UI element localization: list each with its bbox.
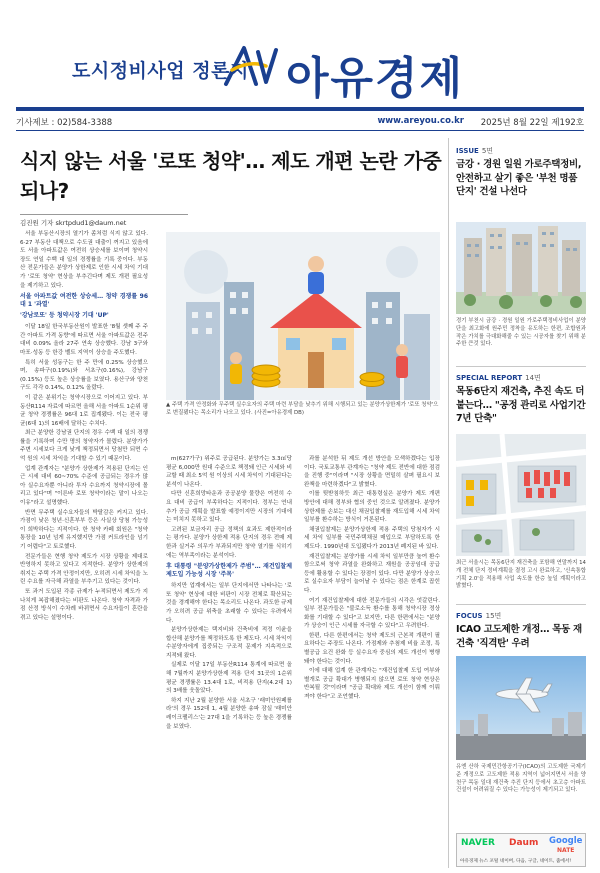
naver-logo[interactable]: NAVER: [461, 838, 495, 848]
article-paragraph: 여기 재건입찰제에 대한 전문가들의 시각은 엇갈린다. 일부 전문가들은 "불로소득 환수를 통해 청약시장 정상화를 기대할 수 있다"고 보지만, 다른 한편에서는 "분양가 상승이 인근 시세를 자극할 수 있다"고 우려한다.: [304, 597, 440, 630]
article-paragraph: 이 같은 분위기는 청약시장으로 이어지고 있다. 부동산R114 자료에 따르면 올해 서울 아파트 1순위 평균 청약 경쟁률은 96대 1로 집계됐다. 이는 전국 평균(6대 1)의 16배에 달하는 수치다.: [20, 394, 148, 427]
focus-photo: [456, 656, 586, 760]
article-subheading: '강남로또' 등 청약시장 기대 'UP': [20, 312, 109, 320]
article-paragraph: 이달 18일 한국부동산원이 발표한 '8월 셋째 주 주간 아파트 가격 동향'에 따르면 서울 아파트값은 전주 대비 0.09% 올라 27주 연속 상승했다. 강남 3구와 마포·성동 등 한강 벨트 지역이 상승을 주도했다.: [20, 324, 148, 356]
masthead-brand: 아유경제: [286, 53, 465, 104]
issue-page: 5면: [481, 147, 494, 155]
article-paragraph: 또 과거 도입된 각종 규제가 누적되면서 제도가 지나치게 복잡해졌다는 비판도 나온다. 청약 자격과 가점 산정 방식이 수차례 바뀌면서 수요자들이 혼란을 겪고 있다는 설명이다.: [20, 588, 148, 621]
article-subheading: 서울 아파트값 여전한 상승세… 청약 경쟁률 96대 1 '과열': [20, 293, 148, 309]
article-paragraph: 특히 서울 성동구는 한 주 만에 0.25% 상승했으며, 송파구(0.19%)와 서초구(0.16%), 강남구(0.15%) 등도 높은 상승률을 보였다. 용산구와 양천구도 각각 0.14%, 0.12% 올랐다.: [20, 359, 148, 392]
google-logo[interactable]: Google: [549, 836, 583, 846]
issue-date: 2025년 8월 22일 제192호: [480, 118, 584, 128]
issue-summary: 경기 부천시 금강 · 경원 일원 가로주택정비사업이 분양단을 최고화에 원주민 정착을 유도하는 한편, 조합원과 작은 가치를 극대화해줄 수 있는 시공자를 찾기 위해 분주한 큰것 있다.: [456, 318, 586, 348]
focus-summary: 유엔 산하 국제민간항공기구(ICAO)의 고도제한 국제기준 개정으로 고도제한 적용 지역이 넓어지면서 서울 양천구 목동 일대 재건축 추진 단지 등에서 초고층 아파트 건설이 어려워질 수 있다는 가능성이 제기되고 있다.: [456, 764, 586, 794]
portal-note: 아유경제 뉴스 포털 네이버, 다음, 구글, 네이트, 줌에서!: [460, 859, 572, 864]
illustration-caption: ▲ 주택 가격 안정화와 무주택 실수요자의 주택 마련 부담을 낮추기 위해 시행되고 있는 분양가상한제가 '로또 청약'으로 변질됐다는 목소리가 나오고 있다. (사진=아유경제 DB): [166, 402, 439, 416]
site-plan-map-icon: [456, 434, 586, 556]
article-paragraph: 하지만 업계에서는 일부 단지에서만 나타나는 '로또 청약' 현상에 대한 비판이 시장 전체로 확산되는 것을 경계해야 한다는 목소리도 나온다. 과도한 규제가 오히려 공급 위축을 초래할 수 있다는 우려에서다.: [166, 583, 292, 624]
masthead-rule: [16, 107, 584, 111]
article-paragraph: 실제로 이달 17일 부동산R114 통계에 따르면 올해 7월까지 분양가상한제 적용 단지 31곳의 1순위 평균 경쟁률은 13.4대 1로, 비적용 단지(4.2대 1)의 3배를 웃돌았다.: [166, 662, 292, 695]
article-headline: 식지 않는 서울 '로또 청약'… 제도 개편 논란 가중되나?: [20, 149, 442, 203]
focus-page: 15면: [485, 612, 502, 620]
aircraft-photo-icon: [456, 656, 586, 760]
issue-tag: [456, 146, 493, 156]
article-paragraph: 이에 대해 업계 한 관계자는 "재건입찰제 도입 여부와 별개로 공급 확대가 병행되지 않으면 로또 청약 현상은 반복될 것"이라며 "공급 확대와 제도 개선이 함께 이뤄져야 한다"고 조언했다.: [304, 668, 440, 701]
daum-logo[interactable]: Daum: [509, 838, 539, 848]
article-paragraph: 한편, 다른 한편에서는 청약 제도의 근본적 개편이 필요하다는 주장도 나온다. 가점제와 추첨제 비율 조정, 특별공급 요건 완화 등 실수요자 중심의 제도 개선이 병행돼야 한다는 것이다.: [304, 632, 440, 665]
article-paragraph: 반면 무주택 실수요자들의 박탈감은 커지고 있다. 가점이 낮은 청년·신혼부부 등은 사실상 당첨 가능성이 희박하다는 지적이다. 한 청약 카페 회원은 "청약 통장을 10년 넘게 유지했지만 가점 커트라인을 넘기기 어렵다"고 토로했다.: [20, 509, 148, 550]
special-summary: 최근 서울시는 목동6단지 재건축을 포함해 연말까지 14개 전체 단지 정비계획을 결정 고시 완료하고, '신속통합기획 2.0'을 적용해 사업 속도를 한층 높일 계획이라고 밝혔다.: [456, 560, 586, 590]
issue-tag-label: ISSUE: [456, 147, 479, 155]
article-paragraph: 과를 분석한 뒤 제도 개선 방안을 모색하겠다는 입장이다. 국토교통부 관계자는 "청약 제도 전반에 대한 점검을 진행 중"이라며 "시장 상황을 면밀히 살펴 필요시 보완책을 마련하겠다"고 밝혔다.: [304, 456, 440, 488]
special-tag-label: SPECIAL REPORT: [456, 374, 523, 382]
nate-logo[interactable]: NATE: [557, 847, 575, 854]
article-paragraph: 다만 신혼희망타운과 공공분양 물량은 여전히 수요 대비 공급이 부족하다는 지적이다. 정부는 연내 추가 공급 계획을 발표할 예정이지만 시장의 기대에는 미치지 못하고 있다.: [166, 491, 292, 524]
article-paragraph: 재건입찰제는 분양가를 시세 차익 일부만큼 높여 환수함으로써 청약 과열을 완화하고 재원을 공공임대 공급 등에 활용할 수 있다는 장점이 있다. 다만 분양가 상승으로 실수요자 부담이 늘어날 수 있다는 점은 한계로 꼽힌다.: [304, 553, 440, 594]
article-paragraph: 이를 뒷받침하듯 최근 대통령실은 분양가 제도 개편 방안에 대해 정부와 협의 중인 것으로 알려졌다. 분양가상한제를 손보는 대신 채권입찰제를 재도입해 시세 차익 일부를 환수하는 방식이 거론된다.: [304, 491, 440, 524]
article-subheading: 후 대통령 "분양가상한제가 주범"… 재건입찰제 제도입 가능성 시장 '주목': [166, 563, 292, 579]
article-paragraph: 전문가들은 현행 청약 제도가 시장 상황을 제대로 반영하지 못하고 있다고 지적한다. 분양가 상한제의 취지는 주택 가격 안정이지만, 오히려 시세 차익을 노린 수요를 자극해 과열을 부추기고 있다는 것이다.: [20, 553, 148, 586]
article-paragraph: 업계 관계자는 "분양가 상한제가 적용된 단지는 인근 시세 대비 60~70% 수준에 공급되는 경우가 많아 실수요자뿐 아니라 투자 수요까지 청약시장에 몰리고 있다"며 "이른바 로또 청약이라는 말이 나오는 이유"라고 설명했다.: [20, 465, 148, 507]
article-paragraph: 분양가상한제는 택지비와 건축비에 적정 이윤을 합산해 분양가를 책정하도록 한 제도다. 시세 차익이 수분양자에게 집중되는 구조적 문제가 지속적으로 지적돼 왔다.: [166, 627, 292, 659]
column-divider: [448, 138, 449, 868]
issue-title[interactable]: 금강 · 경원 일원 가로주택정비, 안전하고 살기 좋은 '부천 명품 단지' 건설 나선다: [456, 159, 582, 197]
article-column-2: [166, 455, 292, 865]
sidebar-rule-2: [456, 604, 586, 605]
info-bar-rule: [16, 130, 584, 131]
focus-tag: [456, 611, 501, 621]
article-byline: 김진원 기자 skrtpdud1@daum.net: [20, 214, 188, 227]
article-column-1: [20, 230, 148, 866]
tip-contact: 기사제보 : 02)584-3388: [16, 118, 113, 128]
info-bar: [16, 113, 584, 129]
article-paragraph: 최근 분양한 강남권 단지의 경우 수백 대 일의 경쟁률을 기록하며 수만 명의 청약자가 몰렸다. 분양가가 주변 시세보다 크게 낮게 책정되면서 당첨만 되면 수억 원의 시세 차익을 기대할 수 있기 때문이다.: [20, 430, 148, 463]
housing-illustration-icon: [166, 232, 440, 400]
issue-photo: [456, 222, 586, 314]
special-page: 14면: [525, 374, 541, 382]
special-tag: [456, 373, 541, 383]
apartment-rendering-icon: [456, 222, 586, 314]
article-illustration: [166, 232, 440, 400]
masthead-subtitle: 도시정비사업 정론지: [72, 60, 249, 82]
article-column-3: [304, 455, 440, 865]
website-link[interactable]: www.areyou.co.kr: [377, 116, 464, 126]
special-title[interactable]: 목동6단지 재건축, 추진 속도 더 붙는다… "공정 관리로 사업기간 7년 단축": [456, 386, 586, 424]
portal-banner[interactable]: [456, 833, 586, 867]
masthead: [0, 0, 600, 113]
article-paragraph: 서울 부동산시장의 열기가 좀처럼 식지 않고 있다. 6·27 부동산 대책으로 수도권 대출이 꺼지고 있음에도 서울 아파트값은 여전히 상승세를 보이며 청약시장도 연일 수백 대 일의 경쟁률을 기록 중이다. 부동산 전문가들은 분양가 상한제로 인한 시세 차익 기대가 '로또 청약' 현상을 부추긴다며 제도 개편 필요성을 제기하고 있다.: [20, 231, 148, 289]
article-paragraph: 고려된 보금자리 공급 정책의 효과도 제한적이라는 평가다. 분양가 상한제 적용 단지의 경우 전매 제한과 실거주 의무가 부과되지만 청약 열기를 식히기에는 역부족이라는 분석이다.: [166, 526, 292, 559]
sidebar-rule-1: [456, 366, 586, 367]
focus-title[interactable]: ICAO 고도제한 개정… 목동 재건축 '직격탄' 우려: [456, 624, 582, 649]
brand-logo-icon: [222, 44, 280, 90]
article-paragraph: m(627가구) 위주로 공급된다. 분양가는 3.3㎡당 평균 6,000만 원대 수준으로 책정돼 인근 시세와 비교할 때 최소 5억 원 이상의 시세 차익이 기대된다는 분석이 나온다.: [166, 456, 292, 488]
article-paragraph: 채권입찰제는 분양가상한제 적용 주택의 당첨자가 시세 차익 일부를 국민주택채권 매입으로 부담하도록 한 제도다. 1990년대 도입됐다가 2013년 폐지된 바 있다.: [304, 526, 440, 550]
focus-tag-label: FOCUS: [456, 612, 483, 620]
article-paragraph: 하지 지난 2월 분양한 서울 서초구 '래미안원페를라'의 경우 152대 1, 4월 분양한 송파 잠실 '래미안레이크팰리스'는 27대 1을 기록하는 등 높은 경쟁률을 보였다.: [166, 697, 292, 730]
special-photo: [456, 434, 586, 556]
